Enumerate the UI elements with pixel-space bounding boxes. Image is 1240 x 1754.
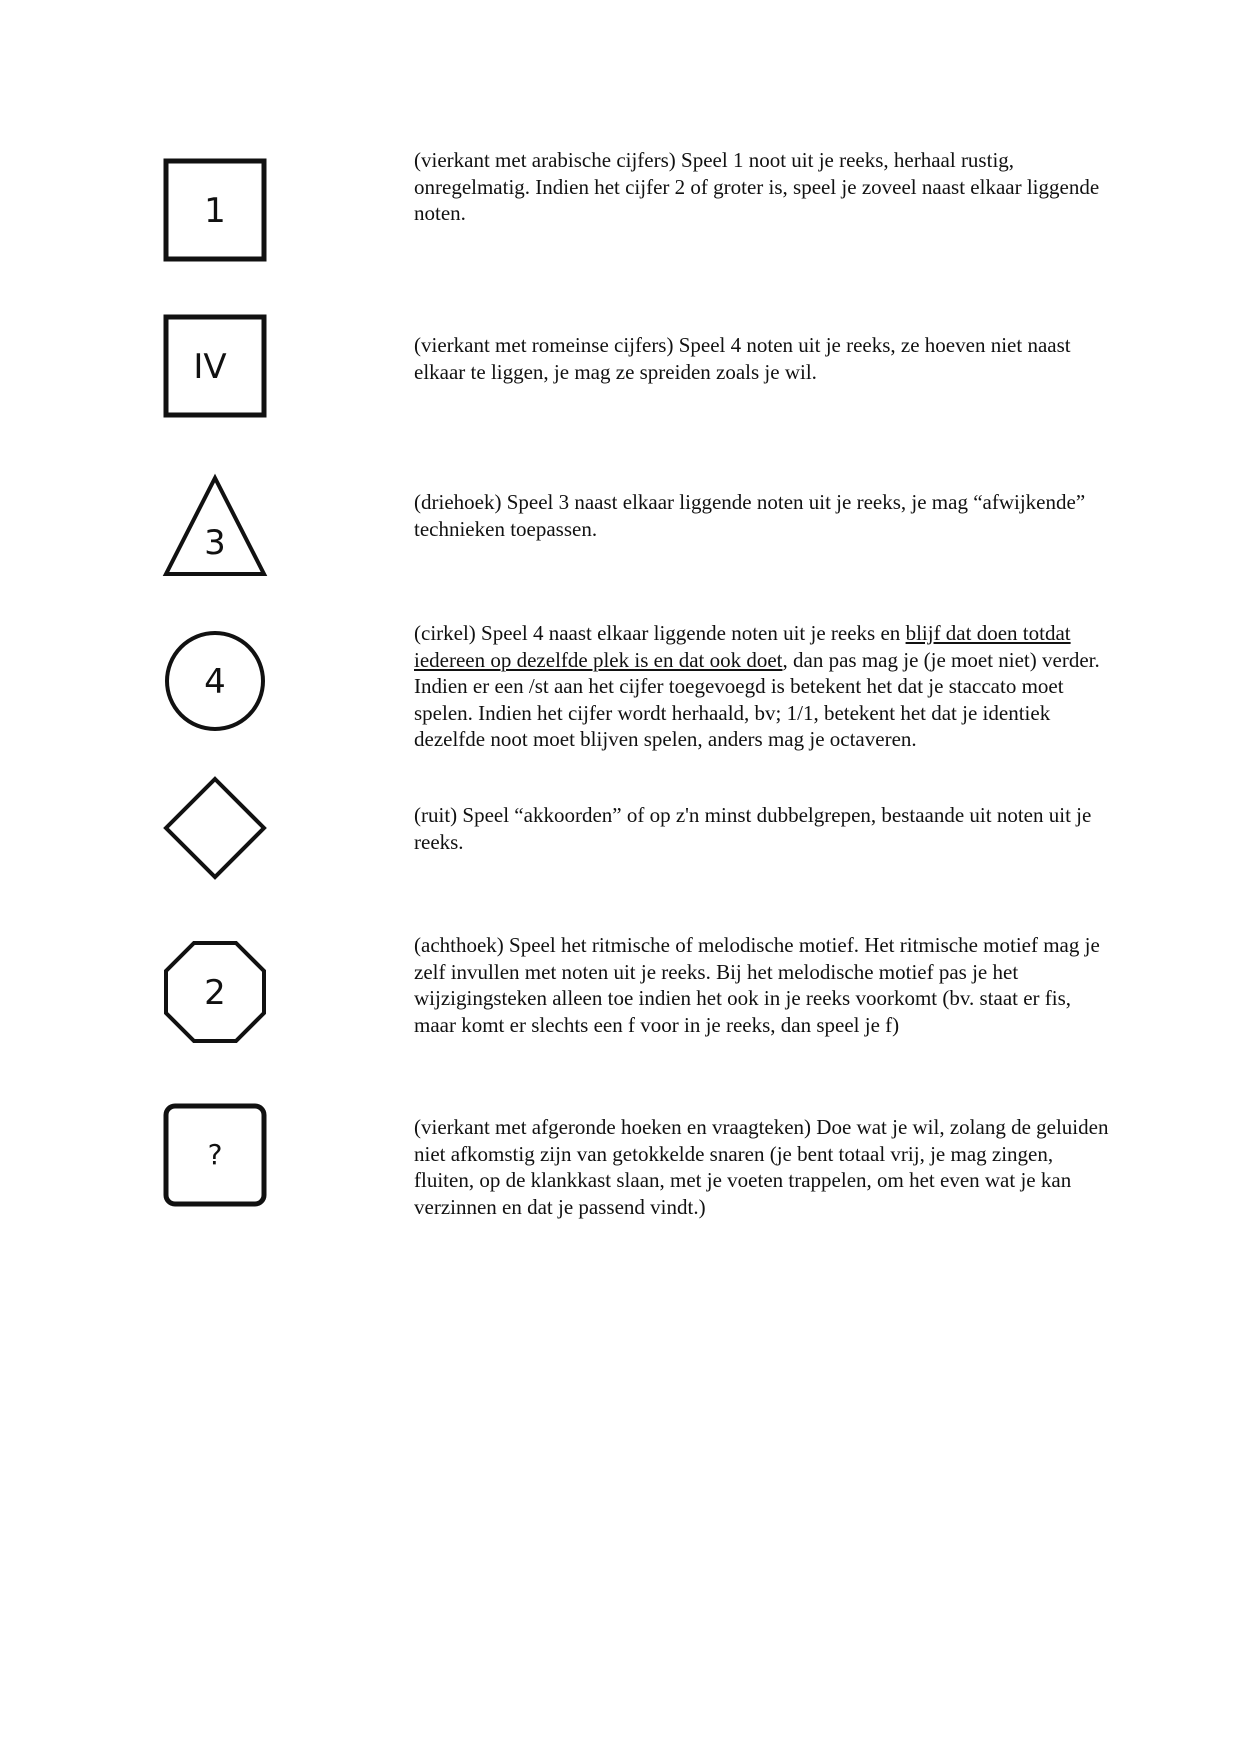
legend-description: (driehoek) Speel 3 naast elkaar liggende noten uit je reeks, je mag “afwijkende” technieken toepassen. <box>414 490 1086 541</box>
legend-description: (vierkant met arabische cijfers) Speel 1 noot uit je reeks, herhaal rustig, onregelmatig. Indien het cijfer 2 of groter is, speel je zoveel naast elkaar liggende noten. <box>414 148 1100 225</box>
symbol-label: 1 <box>204 191 226 231</box>
rounded-square-symbol-icon <box>160 1100 270 1210</box>
diamond-symbol-icon <box>160 773 270 883</box>
legend-description: (achthoek) Speel het ritmische of melodische motief. Het ritmische motief mag je zelf invullen met noten uit je reeks. Bij het melodische motief pas je het wijzigingsteken alleen toe indien het ook in je reeks voorkomt (bv. staat er fis, maar komt er slechts een f voor in je reeks, dan speel je f) <box>414 933 1100 1037</box>
legend-description: (ruit) Speel “akkoorden” of op z'n minst dubbelgrepen, bestaande uit noten uit je reeks. <box>414 803 1092 854</box>
octagon-symbol-icon <box>160 937 270 1047</box>
square-arabic-symbol-icon <box>160 155 270 265</box>
symbol-label: IV <box>193 347 227 387</box>
triangle-symbol-icon <box>160 470 270 580</box>
circle-symbol-icon <box>160 626 270 736</box>
legend-description: (vierkant met afgeronde hoeken en vraagteken) Doe wat je wil, zolang de geluiden niet afkomstig zijn van getokkelde snaren (je bent totaal vrij, je mag zingen, fluiten, op de klankkast slaan, met je voeten trappelen, om het even wat je kan verzinnen en dat je passend vindt.) <box>414 1115 1109 1219</box>
legend-description <box>414 620 1114 753</box>
description-text-after: , dan pas mag je (je moet niet) verder. Indien er een /st aan het cijfer toegevoegd is betekent het dat je staccato moet spelen. Indien het cijfer wordt herhaald, bv; 1/1, betekent het dat je identiek dezelfde noot moet blijven spelen, anders mag je octaveren. <box>414 647 1100 751</box>
legend-description: (vierkant met romeinse cijfers) Speel 4 noten uit je reeks, ze hoeven niet naast elkaar te liggen, je mag ze spreiden zoals je wil. <box>414 333 1071 384</box>
description-text-before: (cirkel) Speel 4 naast elkaar liggende noten uit je reeks en <box>414 621 906 645</box>
symbol-label: 3 <box>204 523 226 563</box>
symbol-label: 4 <box>204 662 226 702</box>
symbol-label: ? <box>207 1138 223 1171</box>
symbol-label: 2 <box>204 973 226 1013</box>
description-underlined-text: blijf dat doen totdat iedereen op dezelfde plek is en dat ook doet <box>414 621 1071 672</box>
square-roman-symbol-icon <box>160 311 270 421</box>
